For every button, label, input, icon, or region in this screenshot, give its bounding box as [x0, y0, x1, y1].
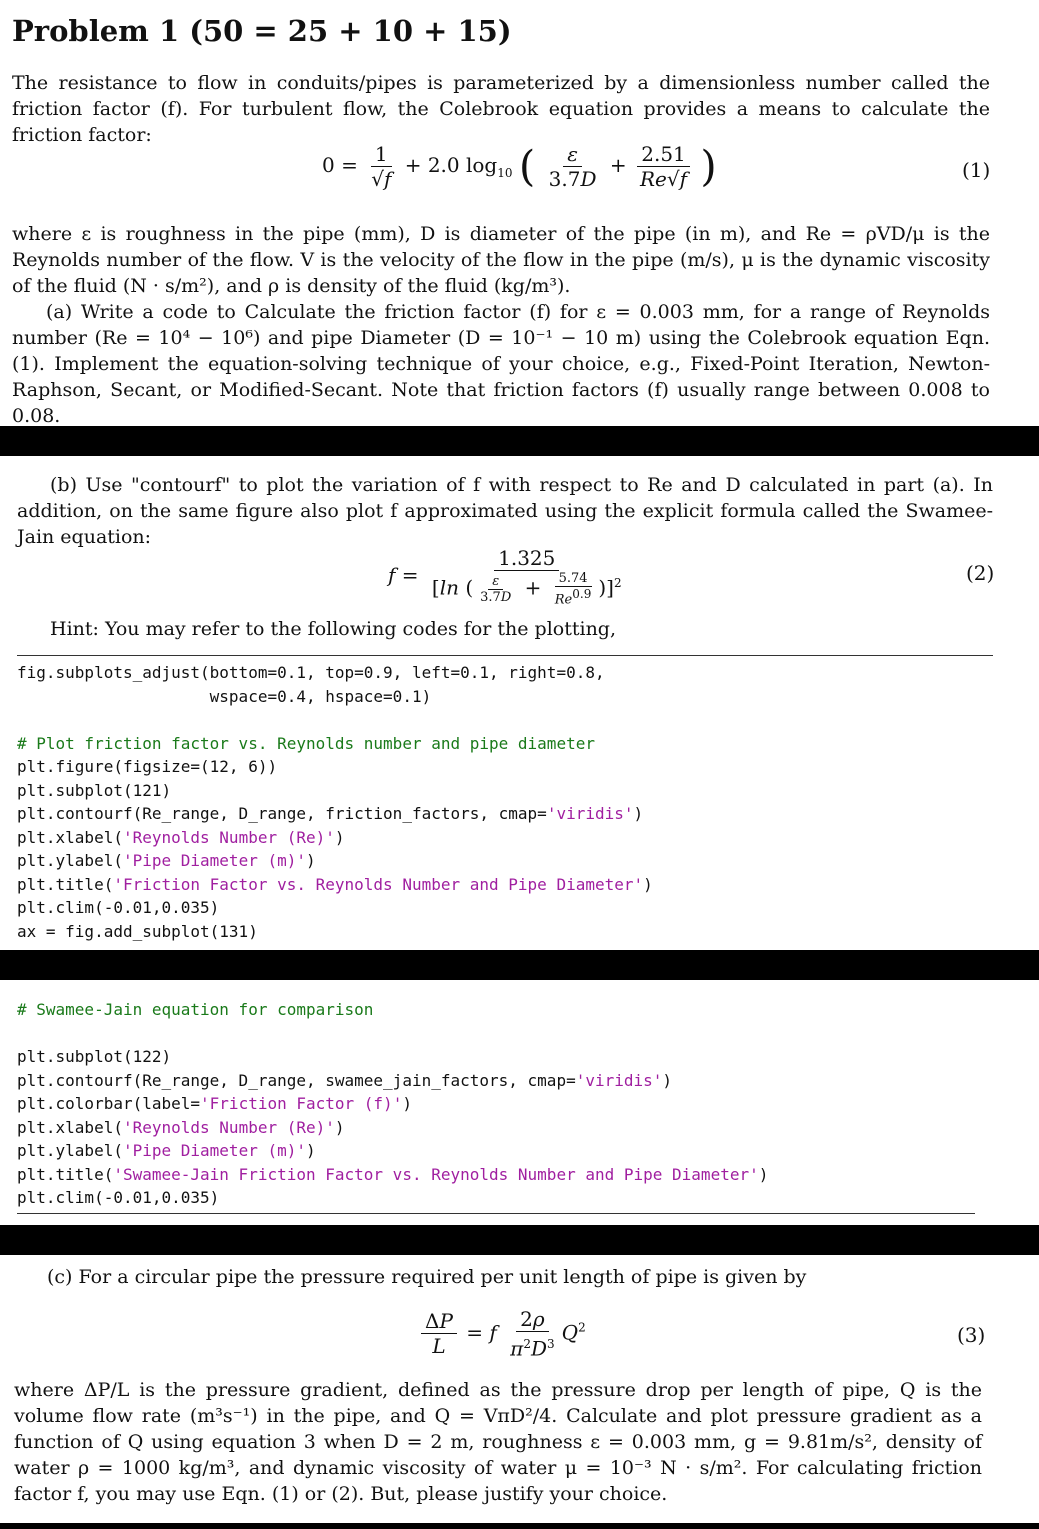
- code-line: plt.ylabel('Pipe Diameter (m)'): [17, 851, 316, 870]
- code-line: plt.colorbar(label='Friction Factor (f)'): [17, 1094, 412, 1113]
- string-literal: 'Reynolds Number (Re)': [122, 1117, 335, 1137]
- code-block-2: [17, 998, 768, 1210]
- pressure-gradient-equation: $\frac{\Delta P}{L}$ = f $\frac{2\rho}{\pi^2D^3}$ $Q^2$: [418, 1307, 586, 1361]
- code-line: plt.subplot(122): [17, 1047, 172, 1066]
- code-comment: # Plot friction factor vs. Reynolds number and pipe diameter: [17, 733, 595, 753]
- where-paragraph: where ε is roughness in the pipe (mm), D is diameter of the pipe (in m), and Re = ρVD/μ is the Reynolds number of the flow. V is the velocity of the flow in the pipe (m/s), μ is the dynamic viscosity of the fluid (N · s/m²), and ρ is density of the fluid (kg/m³).: [12, 223, 990, 297]
- string-literal: 'Pipe Diameter (m)': [122, 851, 306, 870]
- string-literal: 'viridis': [575, 1070, 663, 1090]
- colebrook-equation: 0 = $\frac{1}{√f}$ + 2.0 $\log_{10}$ ( $\frac{\varepsilon}{3.7D}$ + $\frac{2.51}{Re√f}$ ): [322, 141, 717, 191]
- string-literal: 'viridis': [546, 804, 634, 823]
- code-line: plt.xlabel('Reynolds Number (Re)'): [17, 1117, 345, 1137]
- code-line: plt.title('Friction Factor vs. Reynolds Number and Pipe Diameter'): [17, 874, 653, 894]
- string-literal: 'Friction Factor (f)': [200, 1094, 403, 1113]
- code-line: plt.figure(figsize=(12, 6)): [17, 757, 278, 776]
- code-line: plt.contourf(Re_range, D_range, swamee_jain_factors, cmap='viridis'): [17, 1070, 673, 1090]
- code-line: wspace=0.4, hspace=0.1): [17, 686, 432, 706]
- code-panel: [0, 980, 1039, 1225]
- part-c-paragraph: where ΔP/L is the pressure gradient, defined as the pressure drop per length of pipe, Q is the volume flow rate (m³s⁻¹) in the pipe, and Q = VπD²/4. Calculate and plot pressure gradient as a function of Q using equation 3 when D = 2 m, roughness ε = 0.003 mm, g = 9.81m/s², density of water ρ = 1000 kg/m³, and dynamic viscosity of water μ = 10⁻³ N · s/m². For calculating friction factor f, you may use Eqn. (1) or (2). But, please justify your choice.: [14, 1379, 982, 1505]
- code-line: plt.ylabel('Pipe Diameter (m)'): [17, 1141, 316, 1160]
- code-line: fig.subplots_adjust(bottom=0.1, top=0.9, left=0.1, right=0.8,: [17, 663, 605, 682]
- code-line: plt.contourf(Re_range, D_range, friction_factors, cmap='viridis'): [17, 804, 644, 823]
- problem-title: Problem 1 (50 = 25 + 10 + 15): [12, 14, 512, 48]
- part-b-panel: [0, 456, 1039, 950]
- equation-3-number: (3): [957, 1323, 986, 1347]
- hint-text: Hint: You may refer to the following codes for the plotting,: [50, 618, 617, 640]
- string-literal: 'Swamee-Jain Friction Factor vs. Reynolds Number and Pipe Diameter': [113, 1164, 759, 1184]
- code-line: plt.clim(-0.01,0.035): [17, 1188, 220, 1207]
- code-line: plt.title('Swamee-Jain Friction Factor vs. Reynolds Number and Pipe Diameter'): [17, 1164, 769, 1184]
- string-literal: 'Pipe Diameter (m)': [122, 1141, 306, 1160]
- code-line: plt.xlabel('Reynolds Number (Re)'): [17, 827, 345, 847]
- string-literal: 'Reynolds Number (Re)': [122, 827, 335, 847]
- code-block-1: [17, 661, 653, 943]
- equation-2-number: (2): [966, 561, 995, 585]
- code-comment: # Swamee-Jain equation for comparison: [17, 1000, 374, 1019]
- code-line: ax = fig.add_subplot(131): [17, 921, 258, 941]
- problem-panel: [0, 0, 1039, 426]
- intro-paragraph: The resistance to flow in conduits/pipes is parameterized by a dimensionless number called the friction factor (f). For turbulent flow, the Colebrook equation provides a means to calculate the friction factor:: [12, 72, 990, 146]
- code-top-rule: [17, 655, 993, 656]
- swamee-jain-equation: f = 1.325 [ln ( $\frac{\varepsilon}{3.7D}$ + $\frac{5.74}{Re^{0.9}}$ )]$^2$: [388, 546, 622, 608]
- code-line: plt.subplot(121): [17, 780, 172, 800]
- code-line: plt.clim(-0.01,0.035): [17, 898, 220, 917]
- code-bottom-rule: [17, 1213, 975, 1214]
- equation-1-number: (1): [962, 158, 991, 182]
- part-b-paragraph: (b) Use "contourf" to plot the variation of f with respect to Re and D calculated in part (a). In addition, on the same figure also plot f approximated using the explicit formula called the Swamee-Jain equation:: [17, 474, 993, 548]
- part-c-intro: (c) For a circular pipe the pressure required per unit length of pipe is given by: [47, 1266, 807, 1288]
- string-literal: 'Friction Factor vs. Reynolds Number and Pipe Diameter': [113, 874, 644, 894]
- part-c-panel: [0, 1255, 1039, 1523]
- part-a-paragraph: (a) Write a code to Calculate the friction factor (f) for ε = 0.003 mm, for a range of Reynolds number (Re = 10⁴ − 10⁶) and pipe Diameter (D = 10⁻¹ − 10 m) using the Colebrook equation Eqn. (1). Implement the equation-solving technique of your choice, e.g., Fixed-Point Iteration, Newton-Raphson, Secant, or Modified-Secant. Note that friction factors (f) usually range between 0.008 to 0.08.: [12, 301, 990, 426]
